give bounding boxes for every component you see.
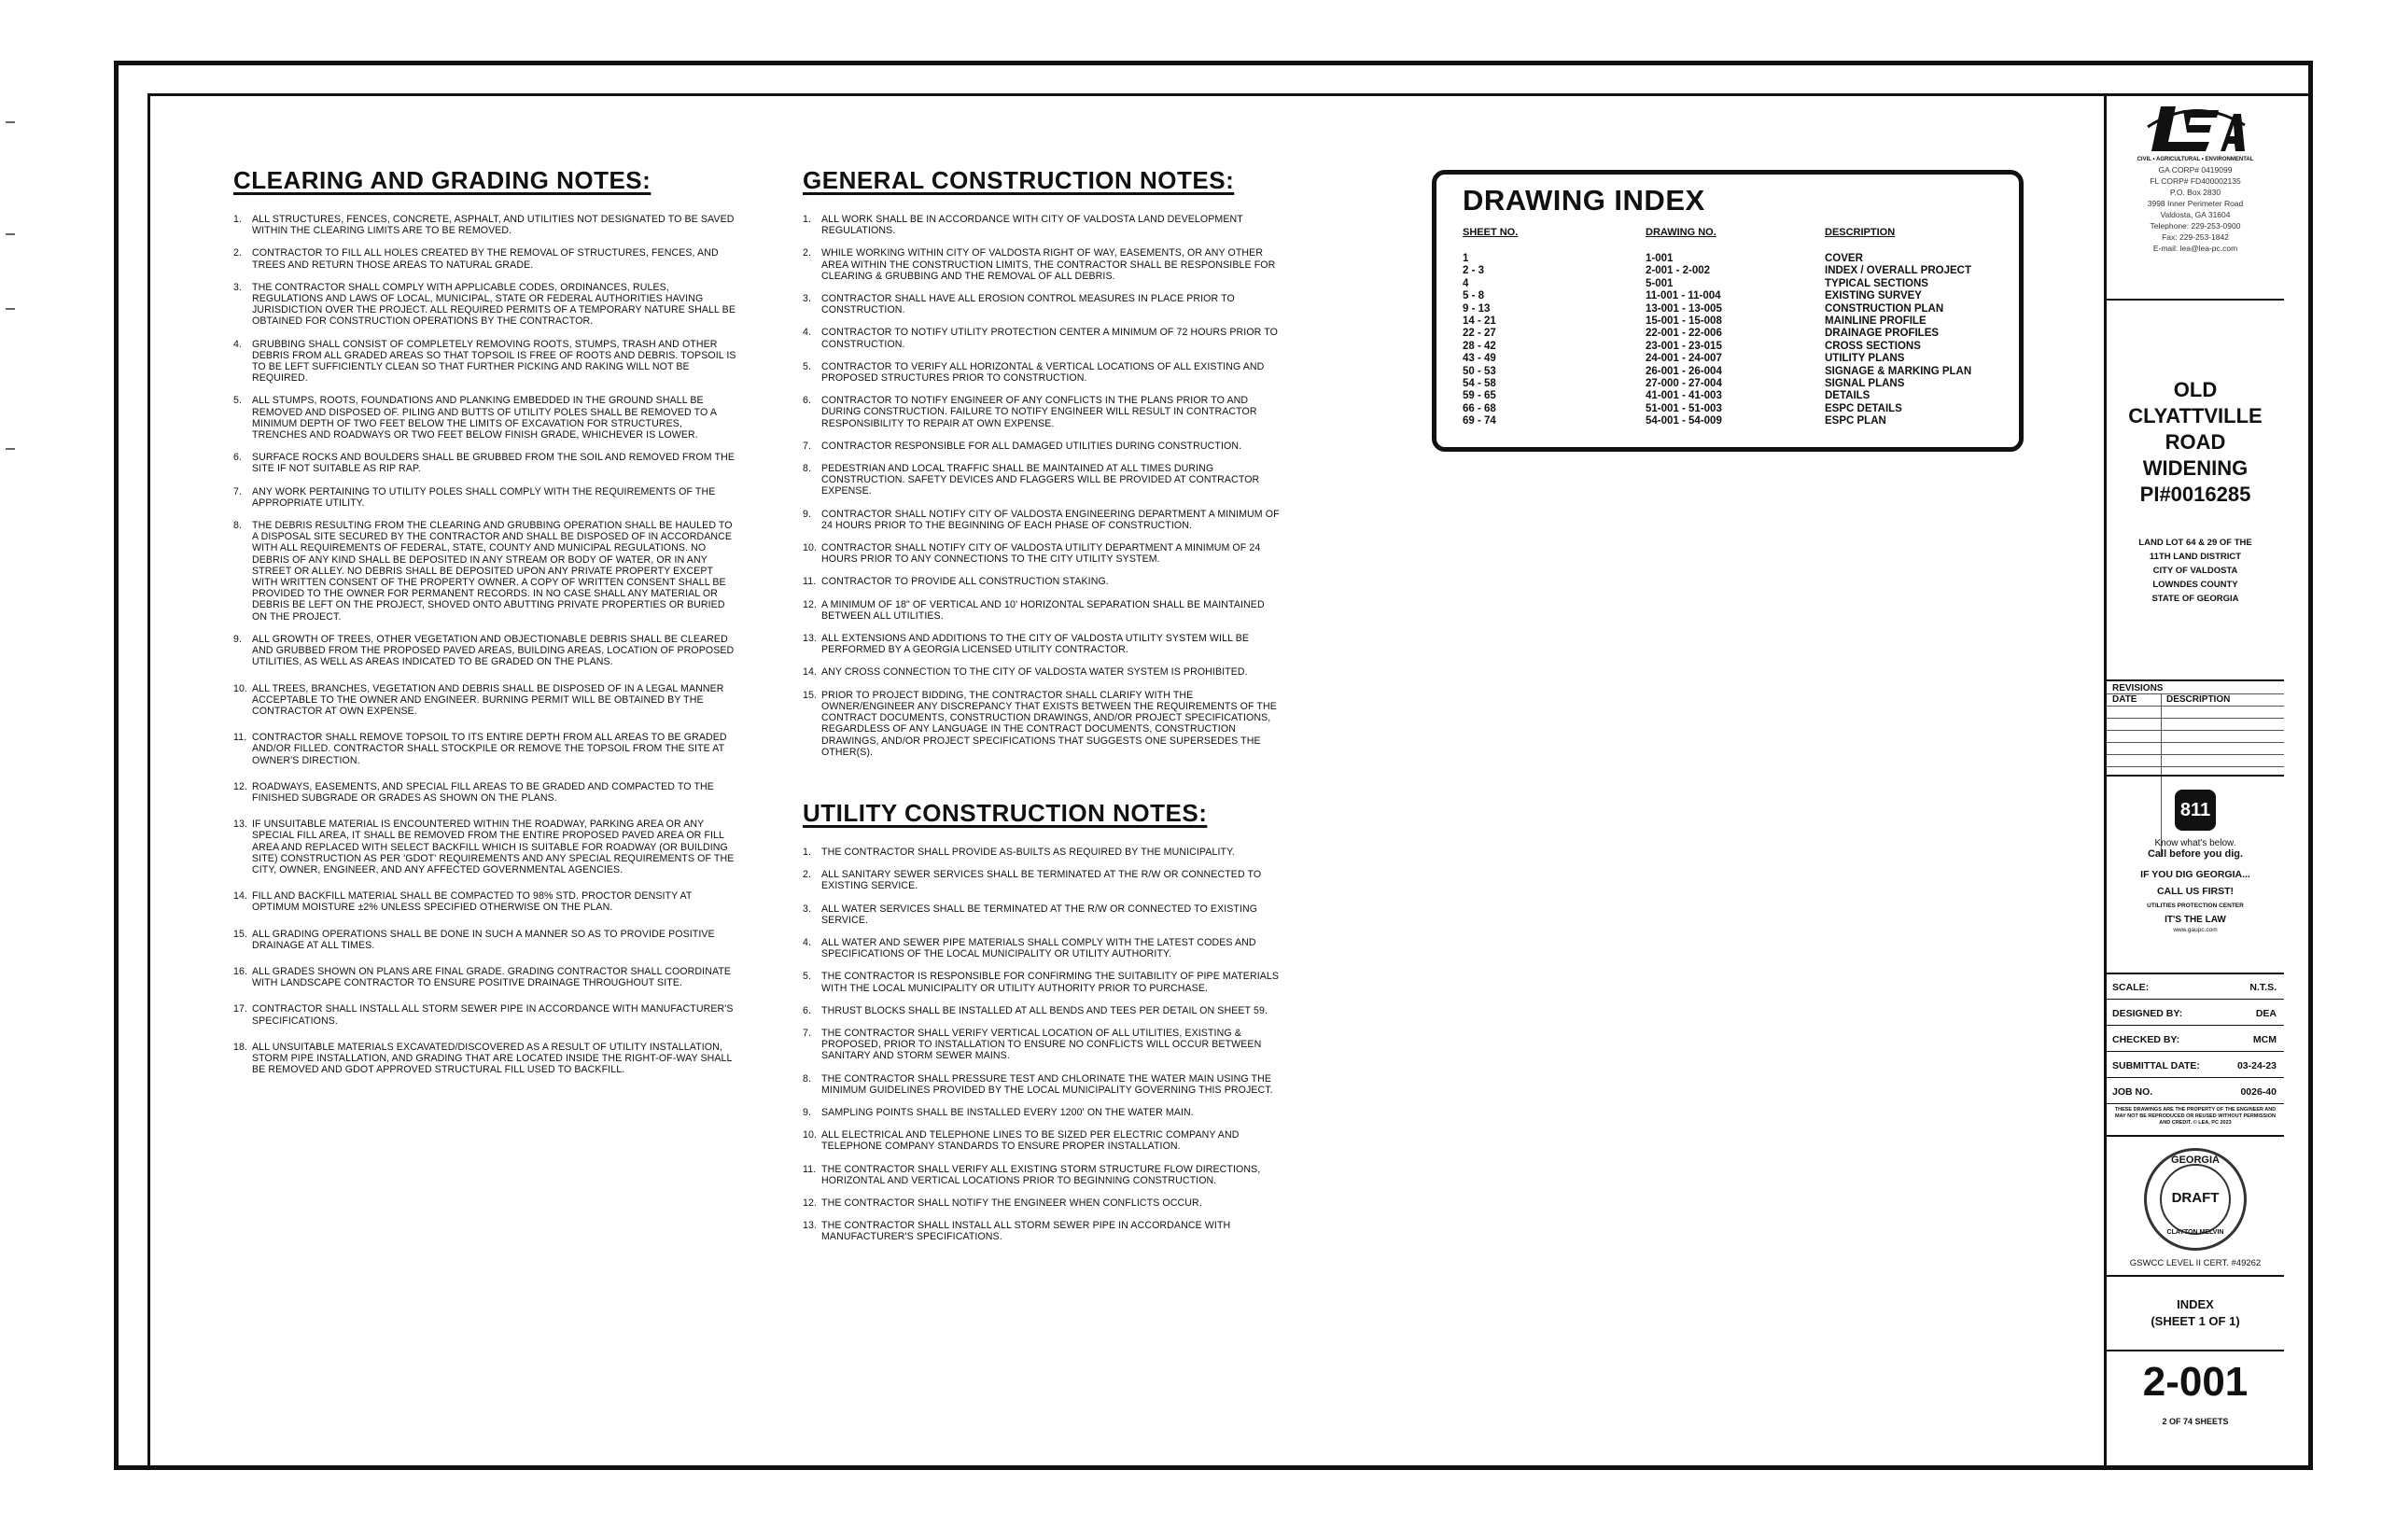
note-number: 9. <box>803 508 812 520</box>
clearing-note-item <box>233 781 737 804</box>
dig-line-2: CALL US FIRST! <box>2156 886 2235 897</box>
drawing-index-row <box>1463 366 2010 378</box>
general-note-item <box>803 441 1283 452</box>
clearing-note-item <box>233 732 737 766</box>
general-note-item <box>803 214 1283 236</box>
index-cell-drawing: 2-001 - 2-002 <box>1646 265 1711 277</box>
note-text: CONTRACTOR SHALL REMOVE TOPSOIL TO ITS ENTIRE DEPTH FROM ALL AREAS TO BE GRADED AND/OR FILLED. CONTRACTOR SHALL STOCKPILE OR REMOVE THE TOPSOIL FROM THE SITE AT OWNER'S DIRECTION. <box>252 732 727 766</box>
firm-lines-line: 3998 Inner Perimeter Road <box>2147 199 2244 208</box>
index-cell-desc: CONSTRUCTION PLAN <box>1825 302 1944 315</box>
note-text: CONTRACTOR SHALL HAVE ALL EROSION CONTROL MEASURES IN PLACE PRIOR TO CONSTRUCTION. <box>821 293 1235 316</box>
note-text: ALL STRUCTURES, FENCES, CONCRETE, ASPHALT, AND UTILITIES NOT DESIGNATED TO BE SAVED WITHIN THE CLEARING LIMITS ARE TO BE REMOVED. <box>252 214 735 237</box>
note-text: SURFACE ROCKS AND BOULDERS SHALL BE GRUBBED FROM THE SOIL AND REMOVED FROM THE SITE IF NOT SUITABLE AS RIP RAP. <box>252 452 735 475</box>
note-number: 4. <box>803 327 812 339</box>
index-cell-drawing: 27-000 - 27-004 <box>1646 378 1722 390</box>
firm-info <box>2107 164 2284 254</box>
index-cell-sheet: 28 - 42 <box>1463 340 1496 352</box>
index-cell-drawing: 23-001 - 23-015 <box>1646 340 1722 352</box>
upc-web: www.gaupc.com <box>2173 927 2218 933</box>
drawing-index-rows <box>1463 253 2010 428</box>
note-number: 18. <box>233 1041 248 1053</box>
drawing-index-row <box>1463 303 2010 315</box>
note-text: THE CONTRACTOR SHALL VERIFY ALL EXISTING STORM STRUCTURE FLOW DIRECTIONS, HORIZONTAL AND VERTICAL LOCATIONS PRIOR TO BEGINNING CONSTRUCTION. <box>821 1163 1261 1186</box>
note-number: 4. <box>803 937 812 949</box>
general-note-item <box>803 666 1283 678</box>
index-cell-drawing: 1-001 <box>1646 253 1674 264</box>
clearing-note-item <box>233 683 737 718</box>
index-cell-drawing: 24-001 - 24-007 <box>1646 353 1722 365</box>
clearing-note-item <box>233 929 737 951</box>
edge-tick <box>6 448 15 450</box>
utility-notes-title: UTILITY CONSTRUCTION NOTES: <box>803 799 1208 827</box>
drawing-index-row <box>1463 315 2010 328</box>
note-number: 13. <box>233 819 248 831</box>
drawing-index-row <box>1463 341 2010 353</box>
note-number: 11. <box>803 1163 817 1175</box>
note-text: THRUST BLOCKS SHALL BE INSTALLED AT ALL BENDS AND TEES PER DETAIL ON SHEET 59. <box>821 1004 1268 1016</box>
note-number: 11. <box>233 732 247 744</box>
note-number: 9. <box>233 633 243 645</box>
general-note-item <box>803 599 1283 622</box>
note-text: WHILE WORKING WITHIN CITY OF VALDOSTA RIGHT OF WAY, EASEMENTS, OR ANY OTHER AREA WITHIN THE CONSTRUCTION LIMITS, THE CONTRACTOR SHALL BE RESPONSIBLE FOR CLEARING & GRUBBING AND THE REMOVAL OF ALL DEBRIS. <box>821 247 1276 282</box>
note-number: 3. <box>233 281 243 293</box>
clearing-note-item <box>233 247 737 270</box>
note-number: 5. <box>803 971 812 983</box>
edge-tick <box>6 121 15 123</box>
call-line-2: Call before you dig. <box>2147 848 2244 860</box>
scale-row: SCALE: N.T.S. <box>2112 982 2277 993</box>
header-sheet-no: SHEET NO. <box>1463 227 1519 238</box>
note-text: CONTRACTOR RESPONSIBLE FOR ALL DAMAGED UTILITIES DURING CONSTRUCTION. <box>821 440 1242 452</box>
note-number: 10. <box>803 1129 818 1141</box>
firm-lines-line: GA CORP# 0419099 <box>2158 165 2233 175</box>
rev-date-header: DATE <box>2112 694 2137 705</box>
note-number: 6. <box>803 395 812 407</box>
note-number: 7. <box>803 440 812 452</box>
index-cell-desc: COVER <box>1825 253 1863 264</box>
note-text: THE CONTRACTOR SHALL NOTIFY THE ENGINEER WHEN CONFLICTS OCCUR. <box>821 1197 1202 1210</box>
note-text: ALL ELECTRICAL AND TELEPHONE LINES TO BE SIZED PER ELECTRIC COMPANY AND TELEPHONE COMPANY STANDARDS TO ENSURE PROPER INSTALLATION. <box>821 1129 1240 1153</box>
divider <box>2107 679 2284 681</box>
note-number: 12. <box>803 1197 818 1210</box>
note-text: CONTRACTOR TO VERIFY ALL HORIZONTAL & VERTICAL LOCATIONS OF ALL EXISTING AND PROPOSED STRUCTURES PRIOR TO CONSTRUCTION. <box>821 360 1265 385</box>
clearing-note-item <box>233 520 737 623</box>
general-note-item <box>803 247 1283 282</box>
note-number: 12. <box>803 598 818 610</box>
note-number: 8. <box>233 520 243 532</box>
note-text: CONTRACTOR SHALL INSTALL ALL STORM SEWER PIPE IN ACCORDANCE WITH MANUFACTURER'S SPECIFICATIONS. <box>252 1003 734 1027</box>
copyright-note: THESE DRAWINGS ARE THE PROPERTY OF THE ENGINEER AND MAY NOT BE REPRODUCED OR REUSED WITHOUT PERMISSION AND CREDIT. © LEA, PC 2023 <box>2114 1107 2277 1126</box>
general-notes-title: GENERAL CONSTRUCTION NOTES: <box>803 166 1235 194</box>
index-cell-sheet: 1 <box>1463 253 1469 264</box>
revisions-label: REVISIONS <box>2112 683 2164 693</box>
note-number: 8. <box>803 1072 812 1085</box>
general-note-item <box>803 395 1283 429</box>
note-text: ALL GRADING OPERATIONS SHALL BE DONE IN SUCH A MANNER SO AS TO PROVIDE POSITIVE DRAINAGE AT ALL TIMES. <box>252 928 715 951</box>
utility-notes-section <box>803 799 1283 1243</box>
note-number: 14. <box>233 890 248 903</box>
note-text: THE CONTRACTOR SHALL PRESSURE TEST AND CHLORINATE THE WATER MAIN USING THE MINIMUM GUIDELINES PROVIDED BY THE LOCAL MUNICIPALITY GOVERNING THIS PROJECT. <box>821 1072 1273 1096</box>
clearing-note-item <box>233 452 737 474</box>
utility-note-item <box>803 1129 1283 1152</box>
index-cell-sheet: 43 - 49 <box>1463 353 1496 365</box>
clearing-notes-section <box>233 166 737 1075</box>
call-811-block <box>2107 790 2284 933</box>
firm-lines-line: Fax: 229-253-1842 <box>2162 232 2229 242</box>
utility-note-item <box>803 1197 1283 1209</box>
firm-lines-line: Telephone: 229-253-0900 <box>2150 221 2241 231</box>
note-number: 14. <box>803 666 818 679</box>
clearing-note-item <box>233 339 737 385</box>
note-number: 9. <box>803 1107 812 1119</box>
project-lines-line: WIDENING <box>2142 456 2249 480</box>
logo-tagline: CIVIL • AGRICULTURAL • ENVIRONMENTAL <box>2137 157 2254 162</box>
sheet-count: 2 OF 74 SHEETS <box>2162 1417 2229 1426</box>
note-text: ALL EXTENSIONS AND ADDITIONS TO THE CITY OF VALDOSTA UTILITY SYSTEM WILL BE PERFORMED BY A GEORGIA LICENSED UTILITY CONTRACTOR. <box>821 633 1250 656</box>
clearing-note-item <box>233 282 737 328</box>
note-text: CONTRACTOR SHALL NOTIFY CITY OF VALDOSTA ENGINEERING DEPARTMENT A MINIMUM OF 24 HOURS PRIOR TO THE BEGINNING OF EACH PHASE OF CONSTRUCTION. <box>821 508 1280 531</box>
note-text: ALL GROWTH OF TREES, OTHER VEGETATION AND OBJECTIONABLE DEBRIS SHALL BE CLEARED AND GRUBBED FROM THE PROPOSED PAVED AREAS, BUILDING AREAS, LOCATION OF PROPOSED UTILITIES, AS WELL AS AREAS INDICATED TO BE GRADED ON THE PLANS. <box>252 633 735 668</box>
note-number: 17. <box>233 1003 248 1015</box>
drawing-index-row <box>1463 390 2010 402</box>
land-lines-line: STATE OF GEORGIA <box>2151 594 2239 604</box>
clearing-note-item <box>233 486 737 509</box>
general-note-item <box>803 633 1283 655</box>
note-text: ANY CROSS CONNECTION TO THE CITY OF VALDOSTA WATER SYSTEM IS PROHIBITED. <box>821 666 1248 679</box>
note-text: ALL UNSUITABLE MATERIALS EXCAVATED/DISCOVERED AS A RESULT OF UTILITY INSTALLATION, STORM PIPE INSTALLATION, AND GRADING THAT ARE LOCATED INSIDE THE RIGHT-OF-WAY SHALL BE REMOVED AND GDOT APPROVED STRUCTURAL FILL USED TO BACKFILL. <box>252 1041 733 1076</box>
index-cell-sheet: 9 - 13 <box>1463 302 1491 315</box>
law-line: IT'S THE LAW <box>2165 915 2226 925</box>
note-text: CONTRACTOR TO NOTIFY ENGINEER OF ANY CONFLICTS IN THE PLANS PRIOR TO AND DURING CONSTRUCTION. FAILURE TO NOTIFY ENGINEER WILL RESULT IN CONTRACTOR RESPONSIBILITY TO REPAIR AT OWN EXPENSE. <box>821 395 1257 429</box>
note-text: A MINIMUM OF 18" OF VERTICAL AND 10' HORIZONTAL SEPARATION SHALL BE MAINTAINED BETWEEN ALL UTILITIES. <box>821 598 1265 622</box>
utility-note-item <box>803 1005 1283 1016</box>
note-text: ANY WORK PERTAINING TO UTILITY POLES SHALL COMPLY WITH THE REQUIREMENTS OF THE APPROPRIATE UTILITY. <box>252 485 716 509</box>
index-cell-sheet: 4 <box>1463 277 1469 289</box>
note-number: 5. <box>233 395 243 407</box>
edge-tick <box>6 308 15 310</box>
general-note-item <box>803 361 1283 384</box>
note-text: ALL WATER SERVICES SHALL BE TERMINATED AT THE R/W OR CONNECTED TO EXISTING SERVICE. <box>821 903 1258 926</box>
land-lines-line: 11TH LAND DISTRICT <box>2149 552 2242 562</box>
index-cell-sheet: 50 - 53 <box>1463 365 1496 377</box>
index-cell-drawing: 22-001 - 22-006 <box>1646 328 1722 340</box>
note-number: 6. <box>803 1004 812 1016</box>
sheet-title-1: INDEX <box>2177 1297 2214 1311</box>
utility-note-item <box>803 903 1283 926</box>
note-number: 5. <box>803 360 812 372</box>
note-text: IF UNSUITABLE MATERIAL IS ENCOUNTERED WITHIN THE ROADWAY, PARKING AREA OR ANY SPECIAL FILL AREA, IT SHALL BE REMOVED FROM THE ENTIRE PROPOSED PAVED AREA OR FILL AREA AND REPLACED WITH SELECT BACKFILL WHICH IS SUITABLE FOR ROADWAY (OR BUILDING SITE) CONSTRUCTION AS PER 'GDOT' REQUIREMENTS AND ANY SPECIAL REQUIREMENTS OF THE CITY, OWNER, ENGINEER, AND ANY AFFECTED GOVERNMENTAL AGENCIES. <box>252 819 735 875</box>
note-text: ALL WORK SHALL BE IN ACCORDANCE WITH CITY OF VALDOSTA LAND DEVELOPMENT REGULATIONS. <box>821 214 1243 237</box>
index-cell-sheet: 59 - 65 <box>1463 390 1496 402</box>
index-cell-drawing: 13-001 - 13-005 <box>1646 302 1722 315</box>
general-note-item <box>803 576 1283 587</box>
note-text: FILL AND BACKFILL MATERIAL SHALL BE COMPACTED TO 98% STD. PROCTOR DENSITY AT OPTIMUM MOISTURE ±2% UNLESS SPECIFIED OTHERWISE ON THE PLAN. <box>252 890 693 914</box>
clearing-note-item <box>233 1042 737 1076</box>
note-number: 13. <box>803 633 818 645</box>
rev-desc-header: DESCRIPTION <box>2166 694 2231 705</box>
index-cell-drawing: 51-001 - 51-003 <box>1646 402 1722 414</box>
project-lines-line: CLYATTVILLE <box>2128 404 2263 427</box>
firm-cell <box>2107 93 2284 301</box>
index-cell-sheet: 66 - 68 <box>1463 402 1496 414</box>
general-note-item <box>803 542 1283 565</box>
clearing-note-item <box>233 214 737 236</box>
land-lines-line: CITY OF VALDOSTA <box>2152 566 2238 576</box>
utility-notes-list <box>803 847 1283 1243</box>
drawing-index-title: DRAWING INDEX <box>1463 184 1705 217</box>
index-cell-desc: CROSS SECTIONS <box>1825 340 1921 352</box>
note-text: CONTRACTOR TO PROVIDE ALL CONSTRUCTION STAKING. <box>821 576 1109 588</box>
clearing-note-item <box>233 1003 737 1026</box>
index-cell-drawing: 26-001 - 26-004 <box>1646 365 1722 377</box>
index-cell-desc: UTILITY PLANS <box>1825 353 1905 365</box>
index-cell-sheet: 54 - 58 <box>1463 378 1496 390</box>
note-number: 10. <box>233 682 248 694</box>
note-number: 10. <box>803 542 818 554</box>
utility-note-item <box>803 1220 1283 1242</box>
clearing-notes-title: CLEARING AND GRADING NOTES: <box>233 166 652 194</box>
title-block <box>2104 93 2284 1470</box>
index-cell-sheet: 2 - 3 <box>1463 265 1485 277</box>
index-cell-drawing: 15-001 - 15-008 <box>1646 315 1722 328</box>
drawing-index-row <box>1463 328 2010 340</box>
drawing-index-box <box>1432 170 2024 452</box>
utility-note-item <box>803 1107 1283 1118</box>
note-text: GRUBBING SHALL CONSIST OF COMPLETELY REMOVING ROOTS, STUMPS, TRASH AND OTHER DEBRIS FROM ALL GRADED AREAS SO THAT TOPSOIL IS FREE OF ROOTS AND DEBRIS. TOPSOIL IS TO BE LEFT SUFFICIENTLY CLEAN SO THAT FURTHER PICKING AND RAKING WILL NOT BE REQUIRED. <box>252 338 736 385</box>
drawing-index-row <box>1463 265 2010 277</box>
clearing-notes-list <box>233 214 737 1075</box>
index-cell-drawing: 54-001 - 54-009 <box>1646 415 1722 427</box>
clearing-note-item <box>233 890 737 913</box>
project-name <box>2107 377 2284 508</box>
note-number: 1. <box>233 214 243 225</box>
engineer-seal-icon: GEORGIA DRAFT CLAYTON MELVIN <box>2144 1148 2247 1251</box>
note-number: 13. <box>803 1220 818 1232</box>
note-text: THE CONTRACTOR SHALL COMPLY WITH APPLICABLE CODES, ORDINANCES, RULES, REGULATIONS AND LAWS OF LOCAL, MUNICIPAL, STATE OR FEDERAL AUTHORITIES HAVING JURISDICTION OVER THE PROJECT. ALL REQUIRED PERMITS OF A TEMPORARY NATURE SHALL BE OBTAINED FOR CONSTRUCTION OPERATIONS BY THE CONTRACTOR. <box>252 281 736 328</box>
index-cell-desc: ESPC DETAILS <box>1825 402 1902 414</box>
index-cell-drawing: 5-001 <box>1646 277 1674 289</box>
note-text: ALL TREES, BRANCHES, VEGETATION AND DEBRIS SHALL BE DISPOSED OF IN A LEGAL MANNER ACCEPTABLE TO THE OWNER AND ENGINEER. BURNING PERMIT WILL BE OBTAINED BY THE CONTRACTOR AT OWN EXPENSE. <box>252 682 724 717</box>
utility-note-item <box>803 937 1283 959</box>
index-cell-drawing: 41-001 - 41-003 <box>1646 390 1722 402</box>
drawing-index-row <box>1463 253 2010 265</box>
note-number: 3. <box>803 903 812 915</box>
header-description: DESCRIPTION <box>1825 227 1896 238</box>
index-cell-sheet: 5 - 8 <box>1463 290 1485 302</box>
note-text: THE CONTRACTOR SHALL VERIFY VERTICAL LOCATION OF ALL UTILITIES, EXISTING & PROPOSED, PRIOR TO INSTALLATION TO ENSURE NO CONFLICTS WILL OCCUR BETWEEN SANITARY AND STORM SEWER MAINS. <box>821 1028 1262 1062</box>
note-text: CONTRACTOR TO NOTIFY UTILITY PROTECTION CENTER A MINIMUM OF 72 HOURS PRIOR TO CONSTRUCTION. <box>821 327 1278 350</box>
drawing-index-row <box>1463 378 2010 390</box>
note-number: 16. <box>233 965 248 977</box>
general-note-item <box>803 463 1283 497</box>
note-number: 11. <box>803 576 817 588</box>
general-note-item <box>803 293 1283 315</box>
header-drawing-no: DRAWING NO. <box>1646 227 1716 238</box>
clearing-note-item <box>233 395 737 441</box>
utility-note-item <box>803 971 1283 993</box>
submittal-row: SUBMITTAL DATE: 03-24-23 <box>2112 1060 2277 1071</box>
utility-note-item <box>803 847 1283 858</box>
note-text: ALL SANITARY SEWER SERVICES SHALL BE TERMINATED AT THE R/W OR CONNECTED TO EXISTING SERVICE. <box>821 869 1262 892</box>
note-text: CONTRACTOR TO FILL ALL HOLES CREATED BY THE REMOVAL OF STRUCTURES, FENCES, AND TREES AND RETURN THOSE AREAS TO NATURAL GRADE. <box>252 247 719 271</box>
general-note-item <box>803 690 1283 758</box>
firm-lines-line: FL CORP# FD400002135 <box>2150 176 2241 186</box>
firm-lines-line: Valdosta, GA 31604 <box>2160 210 2231 219</box>
index-cell-desc: DRAINAGE PROFILES <box>1825 328 1940 340</box>
note-number: 1. <box>803 214 812 225</box>
index-cell-sheet: 14 - 21 <box>1463 315 1496 328</box>
index-cell-desc: INDEX / OVERALL PROJECT <box>1825 265 1971 277</box>
lea-logo-icon <box>2144 101 2247 157</box>
index-cell-sheet: 22 - 27 <box>1463 328 1496 340</box>
firm-lines-line: E-mail: lea@lea-pc.com <box>2152 244 2238 253</box>
general-notes-list <box>803 214 1283 758</box>
note-text: ALL GRADES SHOWN ON PLANS ARE FINAL GRADE. GRADING CONTRACTOR SHALL COORDINATE WITH LANDSCAPE CONTRACTOR TO ENSURE POSITIVE DRAINAGE THROUGHOUT SITE. <box>252 965 732 989</box>
index-cell-sheet: 69 - 74 <box>1463 415 1496 427</box>
note-number: 6. <box>233 452 243 464</box>
utility-note-item <box>803 869 1283 891</box>
dig-line-1: IF YOU DIG GEORGIA... <box>2140 869 2250 880</box>
note-number: 7. <box>803 1028 812 1040</box>
sheet-title-2: (SHEET 1 OF 1) <box>2151 1314 2240 1328</box>
designed-row: DESIGNED BY: DEA <box>2112 1008 2277 1019</box>
project-lines-line: OLD <box>2173 378 2218 401</box>
note-text: ALL STUMPS, ROOTS, FOUNDATIONS AND PLANKING EMBEDDED IN THE GROUND SHALL BE REMOVED AND DISPOSED OF. PILING AND BUTTS OF UTILITY POLES SHALL BE REMOVED TO A MINIMUM DEPTH OF TWO FEET BELOW THE LIMITS OF EXCAVATION FOR STRUCTURES, TRENCHES AND ROADWAYS OR TWO FEET BELOW FINISH GRADE, WHICHEVER IS LOWER. <box>252 395 717 441</box>
project-lines-line: PI#0016285 <box>2139 483 2251 506</box>
general-notes-section <box>803 166 1283 758</box>
call-811-icon: 811 <box>2175 790 2216 831</box>
note-text: PRIOR TO PROJECT BIDDING, THE CONTRACTOR SHALL CLARIFY WITH THE OWNER/ENGINEER ANY DISCREPANCY THAT EXISTS BETWEEN THE REQUIREMENTS OF THE CONTRACT DOCUMENTS, CONSTRUCTION DRAWINGS, AND/OR PROJECT SPECIFICATIONS, REGARDLESS OF ANY LANGUAGE IN THE CONTRACT DOCUMENTS, CONSTRUCTION DRAWINGS, AND/OR PROJECT SPECIFICATIONS THAT SUGGESTS ONE SUPERSEDES THE OTHER(S). <box>821 689 1277 758</box>
sheet-number: 2-001 <box>2142 1359 2249 1405</box>
index-cell-desc: SIGNAL PLANS <box>1825 378 1905 390</box>
note-number: 15. <box>233 928 248 940</box>
clearing-note-item <box>233 819 737 875</box>
note-number: 4. <box>233 338 243 350</box>
index-cell-desc: TYPICAL SECTIONS <box>1825 277 1928 289</box>
note-number: 1. <box>803 847 812 858</box>
land-lines-line: LOWNDES COUNTY <box>2152 580 2238 590</box>
drawing-index-row <box>1463 290 2010 302</box>
note-text: SAMPLING POINTS SHALL BE INSTALLED EVERY 1200' ON THE WATER MAIN. <box>821 1107 1194 1119</box>
drawing-index-row <box>1463 403 2010 415</box>
index-cell-desc: EXISTING SURVEY <box>1825 290 1922 302</box>
note-number: 2. <box>233 247 243 259</box>
note-text: THE CONTRACTOR IS RESPONSIBLE FOR CONFIRMING THE SUITABILITY OF PIPE MATERIALS WITH THE LOCAL MUNICIPALITY OR UTILITY AUTHORITY PRIOR TO PURCHASE. <box>821 971 1280 994</box>
general-note-item <box>803 327 1283 349</box>
note-number: 2. <box>803 247 812 259</box>
call-line-1: Know what's below. <box>2154 838 2236 848</box>
note-text: ALL WATER AND SEWER PIPE MATERIALS SHALL COMPLY WITH THE LATEST CODES AND SPECIFICATIONS OF THE LOCAL MUNICIPALITY OR UTILITY AUTHORITY. <box>821 937 1256 960</box>
note-text: ROADWAYS, EASEMENTS, AND SPECIAL FILL AREAS TO BE GRADED AND COMPACTED TO THE FINISHED SUBGRADE OR GRADES AS SHOWN ON THE PLANS. <box>252 780 714 804</box>
index-cell-desc: DETAILS <box>1825 390 1871 402</box>
upc-line: UTILITIES PROTECTION CENTER <box>2147 903 2244 909</box>
note-number: 8. <box>803 463 812 475</box>
general-note-item <box>803 509 1283 531</box>
utility-note-item <box>803 1164 1283 1186</box>
note-number: 15. <box>803 689 818 701</box>
gswcc-cert: GSWCC LEVEL II CERT. #49262 <box>2129 1258 2262 1268</box>
clearing-note-item <box>233 634 737 668</box>
utility-note-item <box>803 1073 1283 1096</box>
job-row: JOB NO. 0026-40 <box>2112 1086 2277 1098</box>
utility-note-item <box>803 1028 1283 1062</box>
note-number: 2. <box>803 869 812 881</box>
edge-tick <box>6 233 15 235</box>
drawing-index-row <box>1463 415 2010 427</box>
index-cell-desc: SIGNAGE & MARKING PLAN <box>1825 365 1972 377</box>
note-number: 12. <box>233 780 248 792</box>
index-cell-drawing: 11-001 - 11-004 <box>1646 290 1721 302</box>
note-number: 3. <box>803 293 812 305</box>
divider <box>2107 299 2284 301</box>
note-text: PEDESTRIAN AND LOCAL TRAFFIC SHALL BE MAINTAINED AT ALL TIMES DURING CONSTRUCTION. SAFETY DEVICES AND FLAGGERS WILL BE PROVIDED AT CONTRACTOR EXPENSE. <box>821 463 1260 497</box>
land-lines-line: LAND LOT 64 & 29 OF THE <box>2138 538 2252 548</box>
note-text: CONTRACTOR SHALL NOTIFY CITY OF VALDOSTA UTILITY DEPARTMENT A MINIMUM OF 24 HOURS PRIOR TO ANY CONNECTIONS TO THE CITY UTILITY SYSTEM. <box>821 542 1261 566</box>
checked-row: CHECKED BY: MCM <box>2112 1034 2277 1045</box>
project-lines-line: ROAD <box>2165 430 2226 454</box>
note-text: THE CONTRACTOR SHALL INSTALL ALL STORM SEWER PIPE IN ACCORDANCE WITH MANUFACTURER'S SPECIFICATIONS. <box>821 1220 1231 1243</box>
index-cell-desc: MAINLINE PROFILE <box>1825 315 1927 328</box>
drawing-index-row <box>1463 278 2010 290</box>
land-lot-info <box>2107 536 2284 606</box>
note-text: THE DEBRIS RESULTING FROM THE CLEARING AND GRUBBING OPERATION SHALL BE HAULED TO A DISPOSAL SITE SECURED BY THE CONTRACTOR AND SHALL BE DISPOSED OF IN ACCORDANCE WITH ALL REQUIREMENTS OF FEDERAL, STATE, COUNTY AND MUNICIPAL REGULATIONS. NO DEBRIS OF ANY KIND SHALL BE DEPOSITED IN ANY STREAM OR BODY OF WATER, OR IN ANY STREET OR ALLEY. NO DEBRIS SHALL BE DEPOSITED UPON ANY PRIVATE PROPERTY EXCEPT WITH WRITTEN CONSENT OF THE PROPERTY OWNER. A COPY OF WRITTEN CONSENT SHALL BE PROVIDED TO THE OWNER FOR PERMANENT RECORDS. IN NO CASE SHALL ANY MATERIAL OR DEBRIS BE LEFT ON THE PROJECT, SHOVED ONTO ABUTTING PRIVATE PROPERTIES OR BURIED ON THE PROJECT. <box>252 520 733 623</box>
index-cell-desc: ESPC PLAN <box>1825 415 1886 427</box>
note-text: THE CONTRACTOR SHALL PROVIDE AS-BUILTS AS REQUIRED BY THE MUNICIPALITY. <box>821 847 1235 858</box>
note-number: 7. <box>233 485 243 497</box>
drawing-index-row <box>1463 353 2010 365</box>
firm-lines-line: P.O. Box 2830 <box>2169 188 2221 197</box>
clearing-note-item <box>233 966 737 988</box>
